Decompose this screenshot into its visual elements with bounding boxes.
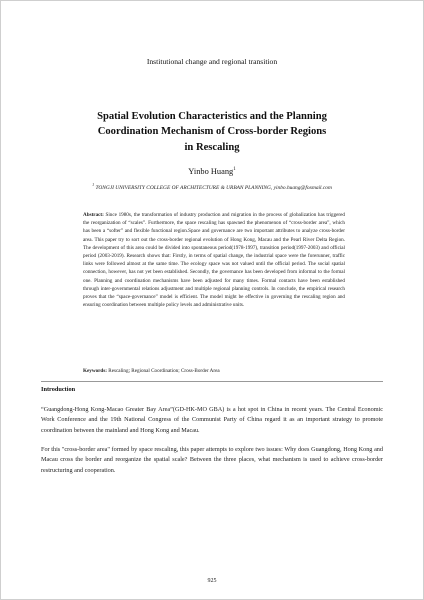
title-line-2: Coordination Mechanism of Cross-border Regions <box>97 126 327 138</box>
affiliation-superscript: 1 <box>92 182 95 187</box>
running-head: Institutional change and regional transition <box>146 57 278 66</box>
affiliation-text: TONGJI UNIVERSITY COLLEGE OF ARCHITECTURE & URBAN PLANNING, yinbo.huang@foxmail.com <box>95 184 332 191</box>
author-line <box>1 167 423 176</box>
body-paragraph-2: For this "cross-border area" formed by space rescaling, this paper attempts to explore two issues: Why does Guangdong, Hong Kong and Macau cross the border and reorganize the spatial scale? Between the three places, what mechanism is used to achieve cross-border restructuring and cooperation. <box>41 446 383 474</box>
body-paragraph-1: “Guangdong-Hong Kong-Macao Greater Bay Area”(GD-HK-MO GBA) is a hot spot in China in recent years. The Central Economic Work Conference and the 19th National Congress of the Communist Party of China regard it as an important strategy to promote coordination between the mainland and Hong Kong and Macau. <box>41 406 383 434</box>
keywords-block <box>83 367 345 375</box>
abstract-block <box>83 211 345 309</box>
abstract-text: Since 1980s, the transformation of industry production and migration in the process of globalization has triggered the reorganization of “scales”. Furthermore, the space rescaling has spawned the phenomenon of “cross-border area”, which has been a “softer” and flexible functional region.Space and governance are two important attributes to analyze cross-border area. This paper try to sort out the cross-border regional evolution of Hong Kong, Macau and the Pearl River Delta Region. The development of this area could be divided into spontaneous period(1978-1997), transition period(1997-2003) and official period (2003-2019). Research shows that: Firstly, in terms of spatial change, the industrial space were the forerunner, traffic links were followed almost at the same time. The ecology space was not valued until the official period. The social spatial connection, however, has not yet been established. Secondly, the governance has been developed from informal to the formal one. Planning and coordination mechanisms have been adjusted for many times. Formal contacts have been established through inter-governmental relations adjustment and multiple regional planning controls. In conclude, the empirical research proves that the “space-governance” model is efficient. The model might be effective in governing the rescaling region and ensuring coordination between multiple policy levels and administrative units. <box>83 212 345 309</box>
page-number: 925 <box>207 578 217 584</box>
author-superscript: 1 <box>233 167 236 173</box>
affiliation-line <box>41 182 383 191</box>
keywords-text: Rescaling; Regional Coordination; Cross-Border Area <box>108 368 220 374</box>
keywords-label: Keywords: <box>83 368 107 374</box>
title-line-3: in Rescaling <box>184 141 240 153</box>
abstract-label: Abstract: <box>83 212 104 218</box>
author-name: Yinbo Huang <box>188 167 234 176</box>
section-heading-introduction: Introduction <box>41 386 76 393</box>
section-divider <box>41 381 383 382</box>
title-line-1: Spatial Evolution Characteristics and the Planning <box>97 111 327 122</box>
paper-title <box>41 109 383 155</box>
